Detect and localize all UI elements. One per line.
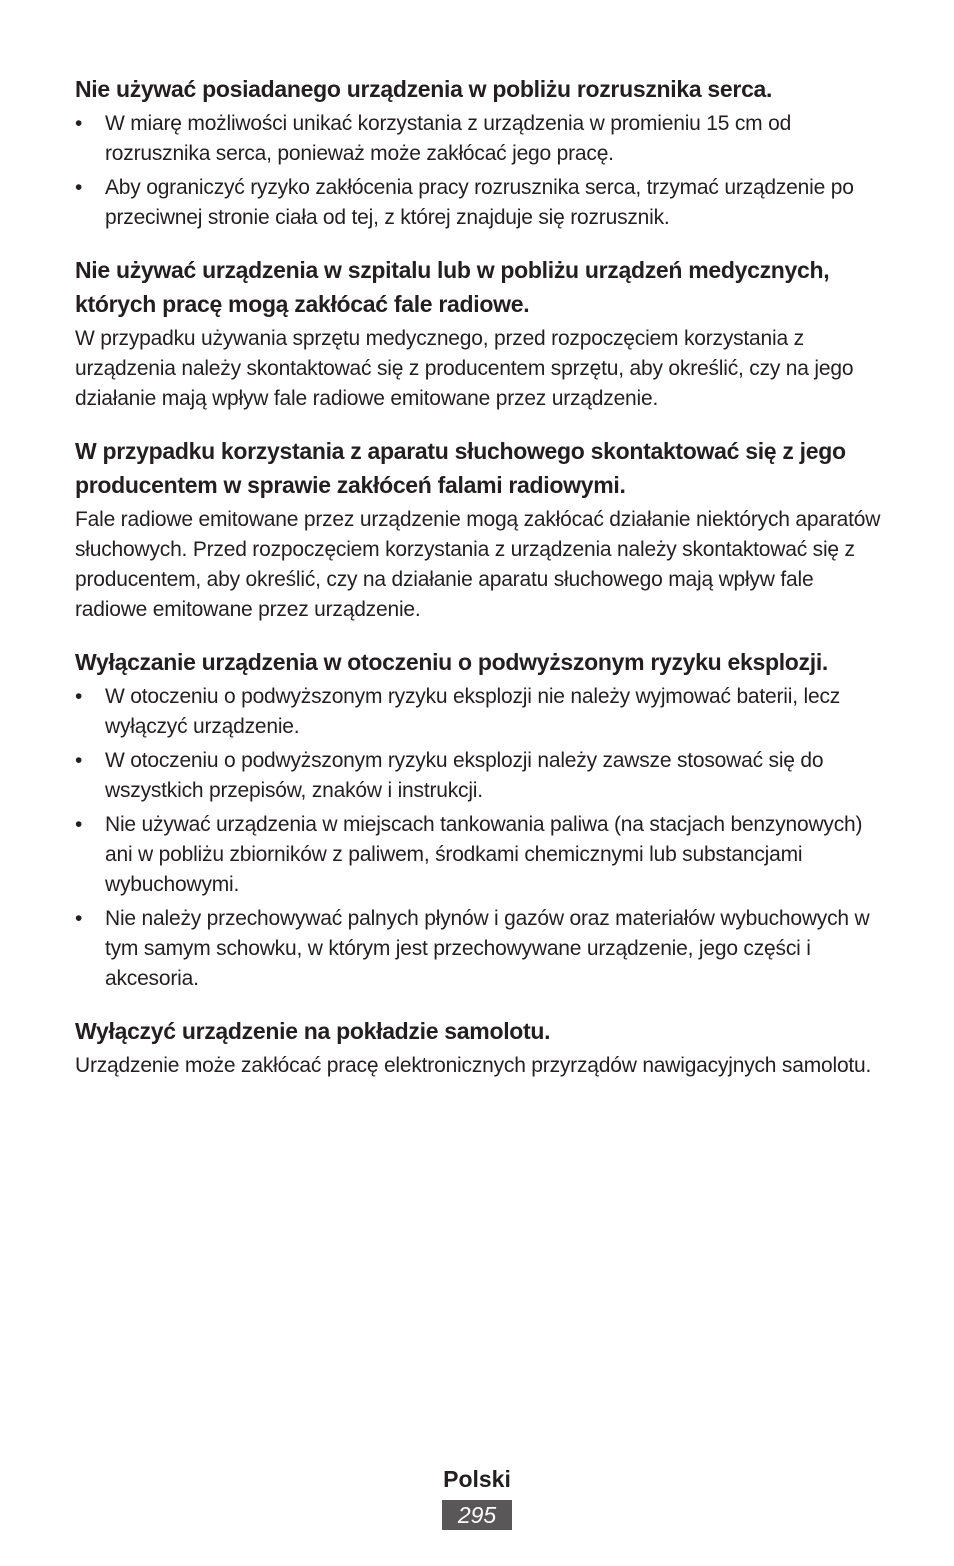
- list-item-text: W miarę możliwości unikać korzystania z urządzenia w promieniu 15 cm od rozrusznika serca, ponieważ może zakłócać jego pracę.: [105, 112, 792, 165]
- bullet-marker: •: [75, 813, 83, 836]
- bullet-marker: •: [75, 112, 83, 135]
- section-paragraph: W przypadku używania sprzętu medycznego, przed rozpoczęciem korzystania z urządzenia należy skontaktować się z producentem sprzętu, aby określić, czy na jego działanie mają wpływ fale radiowe emitowane przez urządzenie.: [75, 327, 854, 410]
- footer-language: Polski: [443, 1466, 511, 1492]
- section-heading: Wyłączanie urządzenia w otoczeniu o podwyższonym ryzyku eksplozji.: [75, 649, 829, 675]
- list-item-text: Nie używać urządzenia w miejscach tankowania paliwa (na stacjach benzynowych) ani w pobliżu zbiorników z paliwem, środkami chemicznymi lub substancjami wybuchowymi.: [105, 813, 863, 896]
- section-paragraph: Urządzenie może zakłócać pracę elektronicznych przyrządów nawigacyjnych samolotu.: [75, 1054, 872, 1077]
- bullet-list: [75, 109, 885, 233]
- bullet-marker: •: [75, 685, 83, 708]
- list-item-text: Aby ograniczyć ryzyko zakłócenia pracy rozrusznika serca, trzymać urządzenie po przeciwnej stronie ciała od tej, z której znajduje się rozrusznik.: [105, 176, 854, 229]
- list-item: [75, 746, 885, 806]
- section-hospital: [75, 253, 885, 414]
- section-airplane: [75, 1014, 885, 1081]
- section-heading: W przypadku korzystania z aparatu słuchowego skontaktować się z jego producentem w sprawie zakłóceń falami radiowymi.: [75, 438, 846, 498]
- section-paragraph: Fale radiowe emitowane przez urządzenie mogą zakłócać działanie niektórych aparatów słuchowych. Przed rozpoczęciem korzystania z urządzenia należy skontaktować się z producentem, aby określić, czy na działanie aparatu słuchowego mają wpływ fale radiowe emitowane przez urządzenie.: [75, 508, 881, 621]
- section-explosion: [75, 645, 885, 994]
- section-pacemaker: [75, 72, 885, 233]
- list-item: [75, 109, 885, 169]
- section-heading: Wyłączyć urządzenie na pokładzie samolotu.: [75, 1018, 551, 1044]
- bullet-marker: •: [75, 176, 83, 199]
- list-item-text: W otoczeniu o podwyższonym ryzyku eksplozji należy zawsze stosować się do wszystkich przepisów, znaków i instrukcji.: [105, 749, 824, 802]
- page-number: 295: [442, 1500, 512, 1530]
- list-item-text: Nie należy przechowywać palnych płynów i gazów oraz materiałów wybuchowych w tym samym schowku, w którym jest przechowywane urządzenie, jego części i akcesoria.: [105, 907, 870, 990]
- page-footer: [0, 1462, 954, 1530]
- page-content: [75, 72, 885, 1101]
- bullet-list: [75, 682, 885, 994]
- bullet-marker: •: [75, 907, 83, 930]
- list-item: [75, 173, 885, 233]
- list-item-text: W otoczeniu o podwyższonym ryzyku eksplozji nie należy wyjmować baterii, lecz wyłączyć urządzenie.: [105, 685, 841, 738]
- section-hearing-aid: [75, 434, 885, 625]
- bullet-marker: •: [75, 749, 83, 772]
- list-item: [75, 682, 885, 742]
- list-item: [75, 904, 885, 994]
- section-heading: Nie używać posiadanego urządzenia w pobliżu rozrusznika serca.: [75, 76, 773, 102]
- section-heading: Nie używać urządzenia w szpitalu lub w pobliżu urządzeń medycznych, których pracę mogą zakłócać fale radiowe.: [75, 257, 830, 317]
- list-item: [75, 810, 885, 900]
